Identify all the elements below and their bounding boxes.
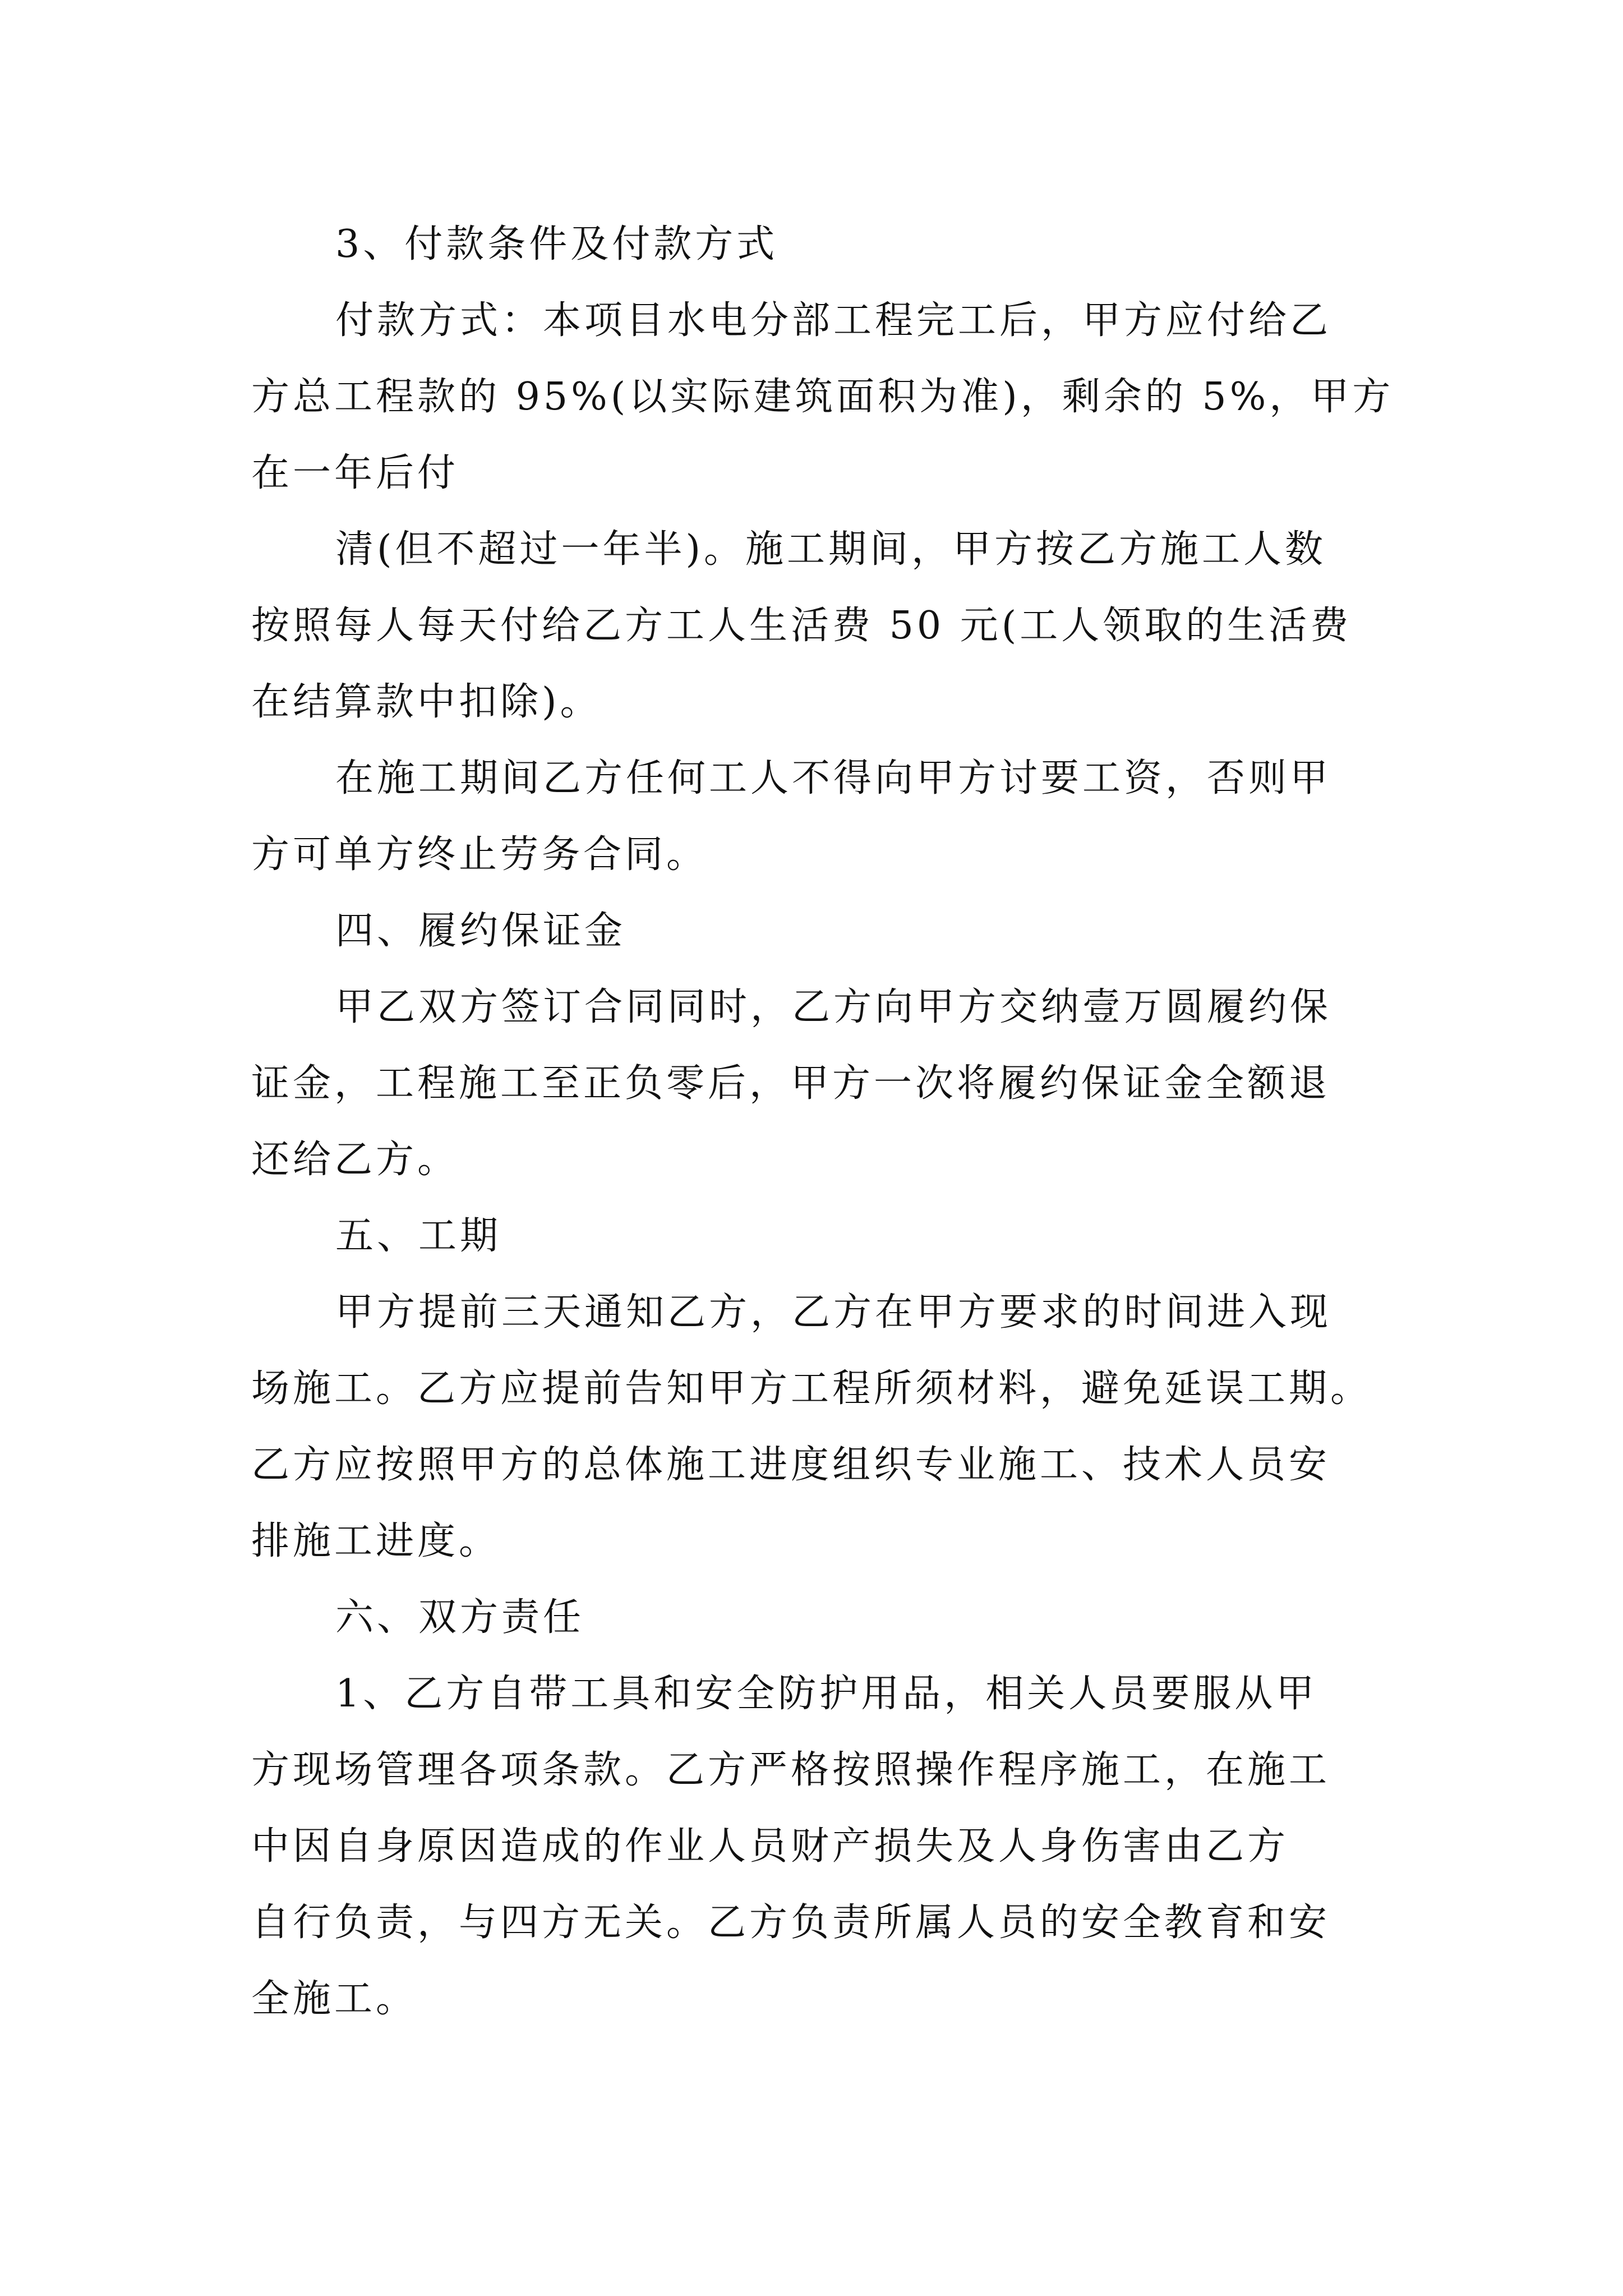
heading-responsibilities: 六、双方责任 (335, 1595, 585, 1640)
paragraph-line: 乙方应按照甲方的总体施工进度组织专业施工、技术人员安 (251, 1443, 1331, 1487)
paragraph-line: 方总工程款的 95%(以实际建筑面积为准)，剩余的 5%，甲方 (251, 375, 1394, 419)
heading-payment-terms: 3、付款条件及付款方式 (335, 222, 778, 266)
paragraph-line: 在一年后付 (251, 451, 459, 495)
paragraph-line: 自行负责，与四方无关。乙方负责所属人员的安全教育和安 (251, 1901, 1331, 1945)
paragraph-line: 场施工。乙方应提前告知甲方工程所须材料，避免延误工期。 (251, 1366, 1372, 1411)
paragraph-line: 在结算款中扣除)。 (251, 680, 602, 724)
paragraph-line: 清(但不超过一年半)。施工期间，甲方按乙方施工人数 (335, 527, 1327, 572)
heading-performance-bond: 四、履约保证金 (335, 909, 626, 953)
heading-schedule: 五、工期 (335, 1214, 502, 1258)
paragraph-line: 全施工。 (251, 1977, 418, 2021)
paragraph-line: 甲乙双方签订合同同时，乙方向甲方交纳壹万圆履约保 (335, 985, 1332, 1029)
paragraph-line: 中因自身原因造成的作业人员财产损失及人身伤害由乙方 (251, 1824, 1289, 1869)
paragraph-line: 证金，工程施工至正负零后，甲方一次将履约保证金全额退 (251, 1061, 1331, 1106)
paragraph-line: 付款方式：本项目水电分部工程完工后，甲方应付给乙 (335, 298, 1332, 343)
paragraph-line: 方现场管理各项条款。乙方严格按照操作程序施工，在施工 (251, 1748, 1331, 1792)
paragraph-line: 按照每人每天付给乙方工人生活费 50 元(工人领取的生活费 (251, 604, 1352, 648)
paragraph-line: 还给乙方。 (251, 1138, 459, 1182)
paragraph-line: 甲方提前三天通知乙方，乙方在甲方要求的时间进入现 (335, 1290, 1332, 1335)
document-page (251, 206, 1394, 2037)
paragraph-line: 1、乙方自带工具和安全防护用品，相关人员要服从甲 (335, 1672, 1318, 1716)
paragraph-line: 在施工期间乙方任何工人不得向甲方讨要工资，否则甲 (335, 756, 1332, 800)
paragraph-line: 排施工进度。 (251, 1519, 501, 1563)
paragraph-line: 方可单方终止劳务合同。 (251, 832, 708, 877)
